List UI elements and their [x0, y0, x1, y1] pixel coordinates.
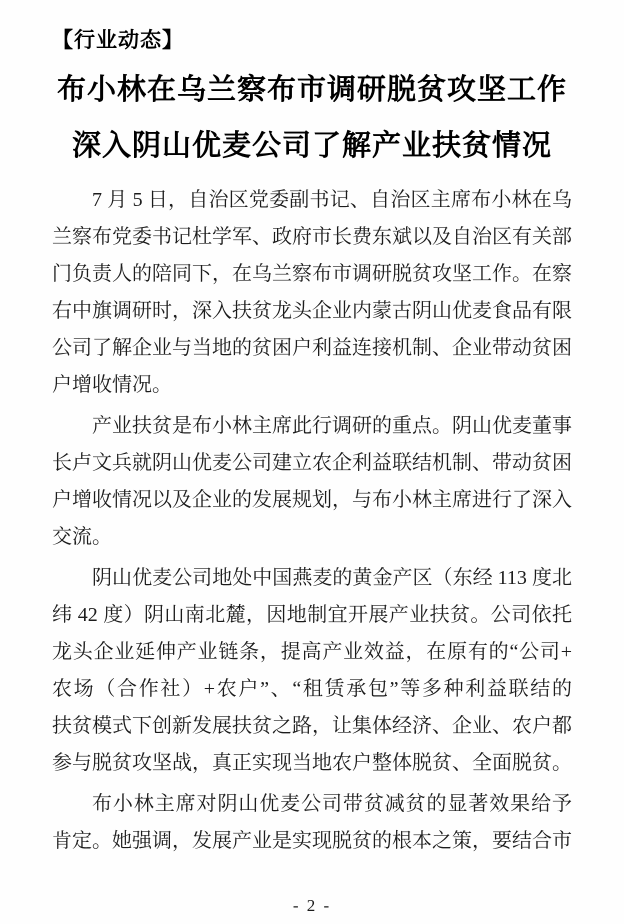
body-line: 阴山优麦公司地处中国燕麦的黄金产区（东经 113 度北 [92, 567, 572, 589]
body-line: 右中旗调研时，深入扶贫龙头企业内蒙古阴山优麦食品有限 [52, 300, 572, 322]
paragraph [52, 182, 572, 404]
paragraph [52, 408, 572, 556]
body-line: 扶贫模式下创新发展扶贫之路，让集体经济、企业、农户都 [52, 715, 572, 737]
section-tag: 【行业动态】 [52, 29, 184, 52]
body-line: 产业扶贫是布小林主席此行调研的重点。阴山优麦董事 [92, 415, 572, 437]
article-title [52, 62, 572, 174]
body-line: 门负责人的陪同下，在乌兰察布市调研脱贫攻坚工作。在察 [52, 263, 572, 285]
paragraph [52, 786, 572, 860]
article-title-line-2: 深入阴山优麦公司了解产业扶贫情况 [71, 130, 552, 162]
body-line: 参与脱贫攻坚战，真正实现当地农户整体脱贫、全面脱贫。 [52, 752, 572, 774]
body-line: 农场（合作社）+农户”、“租赁承包”等多种利益联结的 [52, 678, 572, 700]
article-title-line-1: 布小林在乌兰察布市调研脱贫攻坚工作 [56, 74, 567, 106]
body-line: 肯定。她强调，发展产业是实现脱贫的根本之策，要结合市 [52, 830, 572, 852]
body-line: 兰察布党委书记杜学军、政府市长费东斌以及自治区有关部 [52, 226, 572, 248]
body-line: 龙头企业延伸产业链条，提高产业效益，在原有的“公司+ [52, 641, 572, 663]
paragraph [52, 560, 572, 782]
body-line: 7 月 5 日，自治区党委副书记、自治区主席布小林在乌 [92, 189, 572, 211]
body-line: 纬 42 度）阴山南北麓，因地制宜开展产业扶贫。公司依托 [52, 604, 572, 626]
page-number: - 2 - [292, 896, 332, 915]
body-line: 交流。 [52, 526, 112, 548]
body-line: 布小林主席对阴山优麦公司带贫减贫的显著效果给予 [92, 793, 572, 815]
body-line: 户增收情况。 [52, 374, 172, 396]
body-line: 户增收情况以及企业的发展规划，与布小林主席进行了深入 [52, 489, 572, 511]
article-body [52, 182, 572, 860]
body-line: 长卢文兵就阴山优麦公司建立农企利益联结机制、带动贫困 [52, 452, 572, 474]
body-line: 公司了解企业与当地的贫困户利益连接机制、企业带动贫困 [52, 337, 572, 359]
